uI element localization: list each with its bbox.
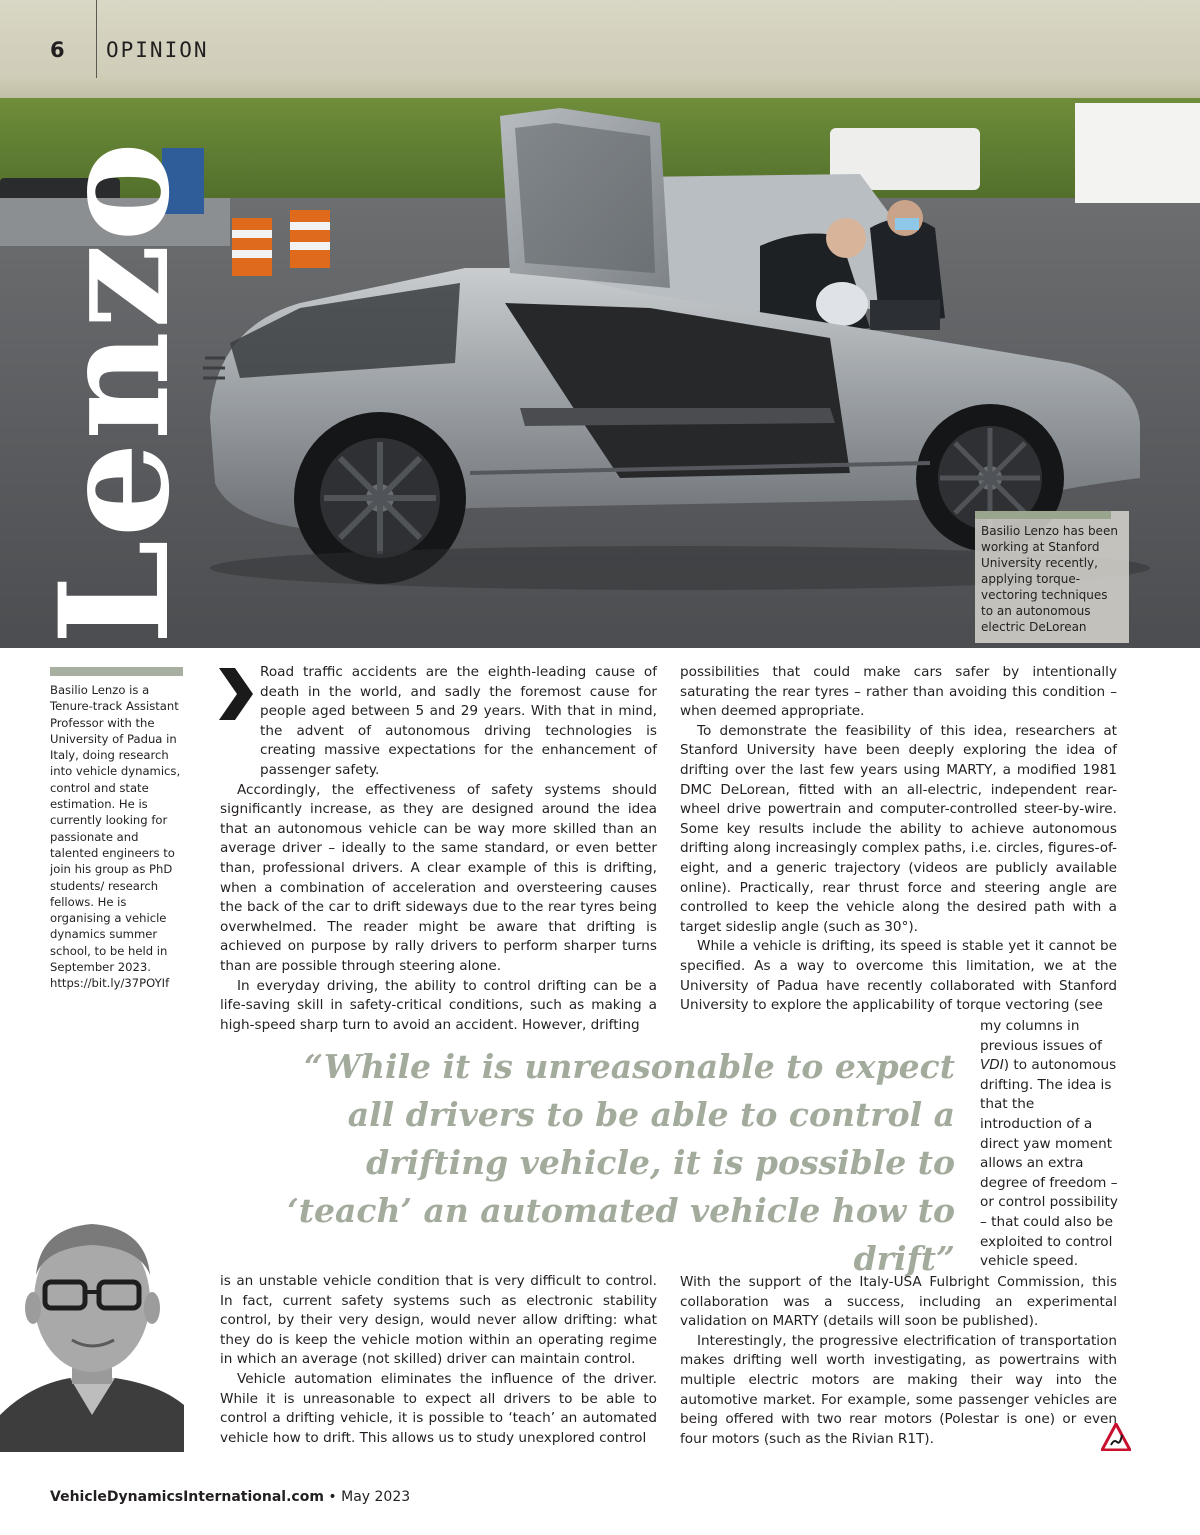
- bio-accent-bar: [50, 667, 183, 676]
- footer-separator: •: [323, 1489, 342, 1505]
- article-paragraph: Road traffic accidents are the eighth-leading cause of death in the world, and sadly the foremost cause for people aged between 5 and 29 years. With that in mind, the advent of autonomous driving technologies is creating massive expectations for the enhancement of passenger safety.: [260, 664, 657, 778]
- footer-site: VehicleDynamicsInternational.com: [50, 1489, 324, 1505]
- page-number: 6: [50, 38, 66, 62]
- magazine-abbrev: VDI: [980, 1057, 1004, 1074]
- article-paragraph: possibilities that could make cars safer by intentionally saturating the rear tyres – rather than avoiding this condition – when deemed appropriate.: [680, 664, 1117, 720]
- narrow-text-post: ) to autonomous drifting. The idea is that the introduction of a direct yaw moment allows an extra degree of freedom – or control possibility – that could also be exploited to control vehicle speed.: [980, 1057, 1118, 1270]
- footer-date: May 2023: [341, 1489, 411, 1505]
- article-paragraph: To demonstrate the feasibility of this idea, researchers at Stanford University have been deeply exploring the idea of drifting over the last few years using MARTY, a modified 1981 DMC DeLorean, fitted with an all-electric, independent rear-wheel drive powertrain and computer-controlled steer-by-wire. Some key results include the ability to achieve autonomous drifting along increasingly complex paths, i.e. circles, figures-of-eight, and a generic trajectory (videos are publicly available online). Practically, rear thrust force and steering angle are controlled to keep the vehicle along the desired path with a target sideslip angle (such as 30°).: [680, 722, 1117, 935]
- footer: [50, 1489, 410, 1505]
- article-column-2-lower: [680, 1273, 1117, 1449]
- author-portrait: [0, 1200, 184, 1452]
- article-paragraph: In everyday driving, the ability to control drifting can be a life-saving skill in safety-critical conditions, such as making a high-speed sharp turn to avoid an accident. However, drifting: [220, 977, 657, 1033]
- pull-quote: “While it is unreasonable to expect all drivers to be able to control a drifting vehicle, it is possible to ‘teach’ an automated vehicle how to drift”: [287, 1047, 955, 1278]
- article-paragraph: Accordingly, the effectiveness of safety systems should significantly increase, as they are designed around the idea that an autonomous vehicle can be way more skilled than an average driver – ideally to the same standard, or even better than, professional drivers. A clear example of this is drifting, when a combination of acceleration and oversteering causes the back of the car to drift sideways due to the rear tyres being overwhelmed. The reader might be aware that drifting is achieved on purpose by rally drivers to perform sharper turns than are possible through steering alone.: [220, 781, 657, 974]
- header-divider: [96, 0, 97, 78]
- article-paragraph: While a vehicle is drifting, its speed is stable yet it cannot be specified. As a way to overcome this limitation, we at the University of Padua have recently collaborated with Stanford University to explore the applicability of torque vectoring (see: [680, 938, 1117, 1014]
- author-bio: Basilio Lenzo is a Tenure-track Assistant Professor with the University of Padua in Italy, doing research into vehicle dynamics, control and state estimation. He is currently looking for passionate and talented engineers to join his group as PhD students/ research fellows. He is organising a vehicle dynamics summer school, to be held in September 2023. https://bit.ly/37POYIf: [50, 683, 181, 991]
- caption-accent-bar: [975, 511, 1111, 519]
- article-column-1-lower: [220, 1272, 657, 1448]
- photo-caption: Basilio Lenzo has been working at Stanford University recently, applying torque-vectoring techniques to an autonomous electric DeLorean: [975, 511, 1129, 643]
- narrow-text-pre: my columns in previous issues of: [980, 1018, 1102, 1054]
- article-column-2: [680, 663, 1117, 1016]
- author-surname-vertical: Lenzo: [27, 139, 203, 645]
- article-paragraph: is an unstable vehicle condition that is very difficult to control. In fact, current safety systems such as electronic stability control, by their very design, would never allow drifting: what they do is keep the vehicle motion within an operating regime in which an average (not skilled) driver can maintain control.: [220, 1273, 657, 1368]
- section-label: OPINION: [106, 38, 209, 62]
- article-paragraph: Interestingly, the progressive electrification of transportation makes drifting well worth investigating, as powertrains with multiple electric motors are making their way into the automotive market. For example, some passenger vehicles are being offered with two rear motors (Polestar is one) or even four motors (such as the Rivian R1T).: [680, 1332, 1117, 1447]
- article-paragraph: With the support of the Italy-USA Fulbright Commission, this collaboration was a success, including an experimental validation on MARTY (details will soon be published).: [680, 1274, 1117, 1330]
- drift-road-sign-icon: [1101, 1423, 1131, 1451]
- author-portrait-illustration: [0, 1200, 184, 1452]
- article-narrow-column: [980, 1017, 1120, 1272]
- article-paragraph: Vehicle automation eliminates the influence of the driver. While it is unreasonable to expect all drivers to be able to control a drifting vehicle, it is possible to ‘teach’ an automated vehicle how to drift. This allows us to study unexplored control: [220, 1370, 657, 1446]
- article-column-1: [220, 663, 657, 1035]
